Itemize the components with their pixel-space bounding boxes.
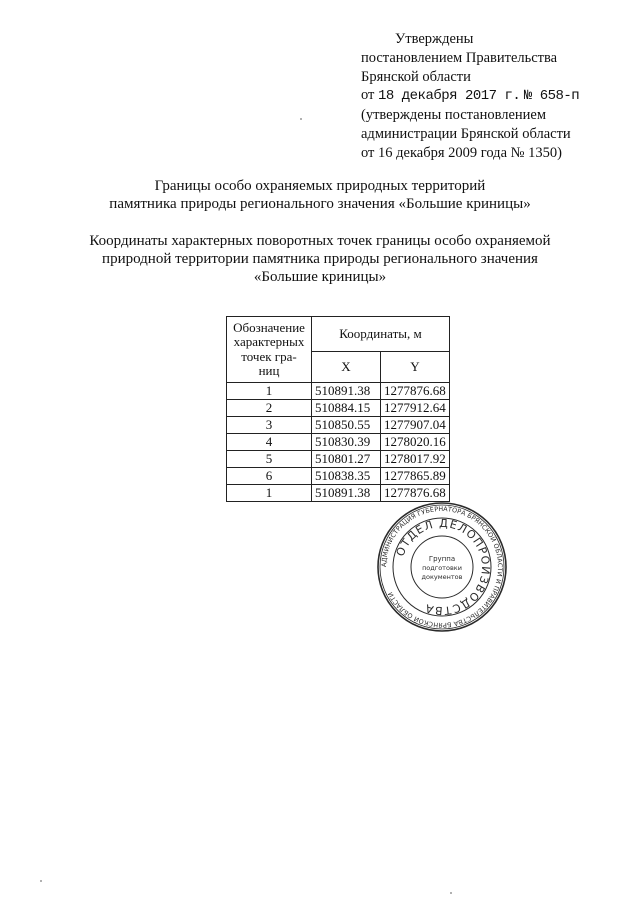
table-row [227, 434, 450, 451]
header-designation-line: Обозначение [233, 319, 305, 335]
point-number: 2 [227, 400, 312, 417]
stamp-inner-path: ОТДЕЛ ДЕЛОПРОИЗВОДСТВА [393, 516, 493, 618]
coord-x: 510838.35 [312, 468, 381, 485]
coord-y: 1277876.68 [381, 485, 450, 502]
point-number: 4 [227, 434, 312, 451]
point-number: 3 [227, 417, 312, 434]
coord-x: 510850.55 [312, 417, 381, 434]
coord-y: 1277876.68 [381, 383, 450, 400]
approval-heading: Утверждены [395, 31, 474, 47]
approval-date-line [361, 86, 631, 106]
table-row [227, 451, 450, 468]
stamp-center-line: документов [421, 573, 463, 581]
approval-block [361, 30, 631, 163]
approval-line: администрации Брянской области [361, 125, 571, 142]
approval-line: (утверждены постановлением [361, 107, 547, 124]
title-line: Границы особо охраняемых природных территорий [154, 178, 486, 194]
approval-line: от 16 декабря 2009 года № 1350) [361, 144, 562, 161]
title-line: памятника природы регионального значения «Большие криницы» [109, 196, 531, 212]
heading-line: «Большие криницы» [253, 269, 387, 285]
coord-x: 510830.39 [312, 434, 381, 451]
table-row [227, 468, 450, 485]
stamp-center-line: Группа [428, 555, 456, 563]
heading-line: природной территории памятника природы регионального значения [102, 251, 538, 267]
stamp-center-line: подготовки [422, 564, 462, 572]
table-row [227, 400, 450, 417]
header-designation-line: ниц [258, 363, 280, 378]
header-coordinates: Координаты, м [312, 317, 450, 352]
coordinates-table [226, 316, 450, 502]
coord-y: 1277865.89 [381, 468, 450, 485]
official-stamp [376, 501, 508, 633]
date-prefix: от [361, 87, 375, 104]
coord-x: 510891.38 [312, 383, 381, 400]
approval-line: постановлением Правительства [361, 49, 558, 66]
point-number: 1 [227, 485, 312, 502]
table-row [227, 383, 450, 400]
decree-date: 18 декабря 2017 г. [378, 88, 521, 105]
decree-number: № 658-п [523, 88, 580, 105]
heading-line: Координаты характерных поворотных точек границы особо охраняемой [89, 233, 551, 249]
point-number: 5 [227, 451, 312, 468]
header-y: Y [381, 352, 450, 383]
header-designation [227, 317, 312, 383]
point-number: 6 [227, 468, 312, 485]
point-number: 1 [227, 383, 312, 400]
coord-y: 1278017.92 [381, 451, 450, 468]
header-designation-line: характерных [233, 334, 305, 349]
table-row [227, 417, 450, 434]
header-x: X [312, 352, 381, 383]
coord-x: 510891.38 [312, 485, 381, 502]
scan-speck [40, 880, 42, 882]
scan-speck [300, 118, 302, 120]
coord-y: 1278020.16 [381, 434, 450, 451]
coord-x: 510884.15 [312, 400, 381, 417]
coordinates-heading [0, 232, 640, 286]
document-title [0, 177, 640, 213]
coord-y: 1277912.64 [381, 400, 450, 417]
header-designation-line: точек гра- [241, 348, 297, 364]
stamp-outer-path: АДМИНИСТРАЦИЯ ГУБЕРНАТОРА БРЯНСКОЙ ОБЛАСТИ И ПРАВИТЕЛЬСТВА БРЯНСКОЙ ОБЛАСТИ [379, 504, 505, 630]
scan-speck [450, 892, 452, 894]
table-row [227, 485, 450, 502]
coord-y: 1277907.04 [381, 417, 450, 434]
approval-line: Брянской области [361, 68, 471, 85]
coord-x: 510801.27 [312, 451, 381, 468]
